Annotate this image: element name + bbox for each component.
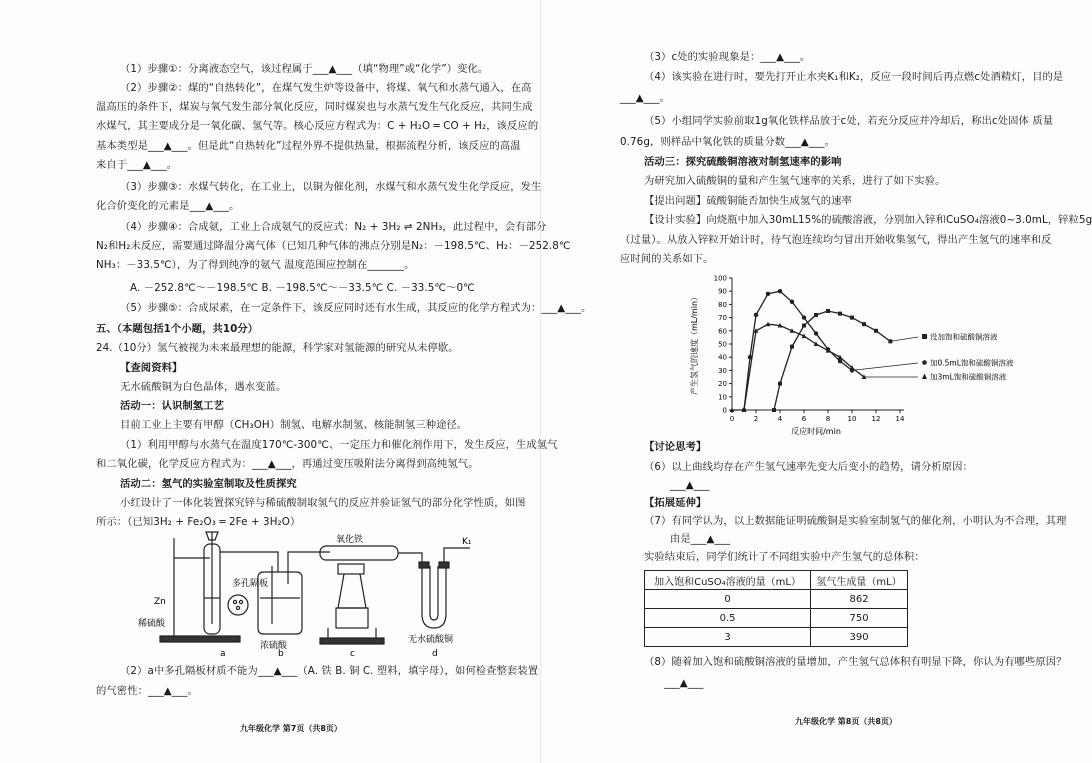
table-cell: 3	[645, 628, 811, 647]
legend-label: 加3mL饱和硫酸铜溶液	[930, 372, 1007, 382]
data-point-square	[802, 324, 806, 328]
text-line: 所示：（已知3H₂ + Fe₂O₃ ═ 2Fe + 3H₂O）	[96, 516, 301, 528]
label-iron-oxide: 氧化铁	[336, 535, 364, 545]
data-point-square	[862, 322, 866, 326]
table-cell: 750	[811, 609, 908, 628]
label-dilute-acid: 稀硫酸	[138, 619, 166, 629]
label-d: d	[432, 649, 438, 659]
stand-base	[160, 636, 240, 642]
label-anhydrous-cuso4: 无水硫酸铜	[408, 635, 454, 645]
subheading: 活动二：氢气的实验室制取及性质探究	[120, 478, 297, 490]
data-point-square	[838, 312, 842, 316]
text-line: N₂和H₂未反应，需要通过降温分离气体（已知几种气体的沸点分别是N₂：－198.5℃、H₂：－252.8℃	[96, 240, 571, 252]
y-tick-label: 30	[718, 366, 727, 375]
text-line: （4）该实验在进行时，要先打开止水夹K₁和K₂，反应一段时间后再点燃c处酒精灯，目的是	[644, 71, 1064, 83]
y-tick-label: 20	[718, 380, 727, 389]
text-line: NH₃：－33.5℃），为了得到纯净的氨气 温度范围应控制在_______。	[96, 259, 415, 271]
table-row	[645, 628, 908, 647]
legend-label: 加0.5mL饱和硫酸铜溶液	[930, 358, 1014, 368]
label-porous-plate: 多孔隔板	[232, 579, 269, 589]
legend-leader	[852, 363, 918, 370]
data-point-circle	[814, 331, 818, 335]
data-point-square	[874, 329, 878, 333]
y-tick-label: 90	[718, 287, 727, 296]
data-point-circle	[802, 315, 806, 319]
text-line: （1）步骤①：分离液态空气，该过程属于___▲___（填“物理”或“化学”）变化。	[120, 63, 489, 75]
alcohol-lamp	[338, 574, 366, 608]
series-line	[774, 311, 890, 410]
text-line: ___▲___	[664, 677, 704, 689]
text-line: 实验结束后，同学们统计了不同组实验中产生氢气的总体积：	[644, 551, 925, 563]
subheading: 【查阅资料】	[120, 362, 183, 374]
text-line: 目前工业上主要有甲醇（CH₃OH）制氢、电解水制氢、核能制氢三种途径。	[120, 419, 468, 431]
x-tick-label: 6	[801, 415, 807, 423]
data-point-circle	[838, 359, 842, 363]
table-cell: 390	[811, 628, 908, 647]
y-tick-label: 60	[718, 327, 727, 336]
label-b: b	[278, 649, 284, 659]
text-line: 化合价变化的元素是___▲___。	[96, 200, 240, 212]
text-line: （5）小组同学实验前取1g氧化铁样品放于c处，若充分反应并冷却后，称出c处固体 质量	[644, 115, 1054, 127]
page-footer: 九年级化学 第7页（共8页）	[240, 724, 342, 733]
x-tick-label: 4	[777, 415, 783, 423]
y-tick-label: 50	[718, 340, 727, 349]
label-a: a	[220, 649, 226, 659]
section-heading: 五、（本题包括1个小题，共10分）	[96, 323, 259, 335]
text-line: （3）步骤③：水煤气转化，在工业上，以铜为催化剂，水煤气和水蒸气发生化学反应，发生	[120, 181, 542, 193]
data-point-circle	[754, 313, 758, 317]
y-tick-label: 10	[718, 393, 727, 402]
text-line: （3）c处的实验现象是：___▲___。	[644, 51, 811, 63]
label-c: c	[350, 649, 355, 659]
table-header: 氢气生成量（mL）	[811, 571, 908, 590]
data-point-square	[826, 309, 830, 313]
x-tick-label: 12	[871, 415, 881, 423]
text-line: 水煤气，其主要成分是一氧化碳、氢气等。核心反应方程式为：C + H₂O ═ CO + H₂，该反应的	[96, 120, 539, 132]
x-tick-label: 14	[895, 415, 905, 423]
data-point-square	[778, 382, 782, 386]
text-line: （5）步骤⑤：合成尿素，在一定条件下，该反应同时还有水生成，其反应的化学方程式为：___▲___。	[120, 302, 592, 314]
legend-marker	[922, 374, 927, 380]
label-conc-acid: 浓硫酸	[260, 641, 288, 651]
label-zn: Zn	[154, 597, 166, 607]
table-header: 加入饱和CuSO₄溶液的量（mL）	[645, 571, 811, 590]
subheading: 活动一：认识制氢工艺	[120, 400, 224, 412]
data-point-square	[772, 408, 776, 412]
data-point-circle	[778, 289, 782, 293]
y-tick-label: 70	[718, 314, 727, 323]
legend-marker	[922, 334, 927, 339]
text-line: （8）随着加入饱和硫酸铜溶液的量增加，产生氢气总体积有明显下降，你认为有哪些原因？	[644, 656, 1067, 668]
text-line: （2）步骤②：煤的“自热转化”，在煤气发生炉等设备中，将煤、氧气和水蒸气通入，在高	[120, 82, 532, 94]
table-cell: 862	[811, 590, 908, 609]
subheading: 【讨论思考】	[644, 441, 707, 453]
apparatus-diagram	[138, 528, 490, 659]
combustion-tube-c	[320, 546, 398, 560]
text-line: 基本类型是___▲___。但是此“自热转化”过程外界不提供热量，根据流程分析，该反应的高温	[96, 140, 521, 152]
text-line: 由是___▲___	[670, 533, 731, 545]
x-tick-label: 2	[753, 415, 759, 423]
hydrogen-volume-table	[644, 570, 908, 647]
data-point-triangle	[814, 341, 819, 346]
legend-leader	[890, 337, 918, 341]
y-axis-label: 产生氢气的速度（mL/min）	[690, 292, 699, 396]
table-row	[645, 609, 908, 628]
text-line: ___▲___。	[620, 92, 670, 104]
y-tick-label: 80	[718, 300, 727, 309]
answer-options: A. －252.8℃～－198.5℃ B. －198.5℃～－33.5℃ C. －33.5℃～0℃	[130, 282, 475, 294]
table-cell: 0	[645, 590, 811, 609]
text-line: 和二氧化碳，化学反应方程式为：___▲___，再通过变压吸附法分离得到高纯氢气。	[96, 458, 479, 470]
y-tick-label: 100	[713, 274, 727, 283]
page-footer: 九年级化学 第8页（共8页）	[795, 717, 897, 726]
x-tick-label: 10	[847, 415, 857, 423]
x-tick-label: 0	[729, 415, 735, 423]
porous-plate-detail	[228, 595, 248, 615]
text-line: （2）a中多孔隔板材质不能为___▲___（A. 铁 B. 铜 C. 塑料，填字母），如何检查整套装置	[120, 665, 539, 677]
table-cell: 0.5	[645, 609, 811, 628]
text-line: 【设计实验】向烧瓶中加入30mL15%的硫酸溶液，分别加入锌和CuSO₄溶液0~3.0mL，锌粒5g	[644, 214, 1092, 226]
text-line: 温高压的条件下，煤炭与氧气发生部分氧化反应，同时煤炭也与水蒸气发生气化反应，共同生成	[96, 101, 533, 113]
subheading: 活动三：探究硫酸铜溶液对制氢速率的影响	[644, 156, 842, 168]
rate-chart	[685, 270, 1065, 438]
text-line: 应时间的关系如下。	[620, 253, 714, 265]
table-row	[645, 590, 908, 609]
data-point-square	[814, 313, 818, 317]
text-line: 无水硫酸铜为白色晶体，遇水变蓝。	[120, 381, 287, 393]
text-line: ___▲___	[670, 479, 710, 491]
data-point-square	[850, 316, 854, 320]
text-line: 【提出问题】硫酸铜能否加快生成氢气的速率	[644, 195, 852, 207]
subheading: 【拓展延伸】	[644, 497, 707, 509]
text-line: 来自于___▲___。	[96, 159, 178, 171]
legend-label: 没加饱和硫酸铜溶液	[930, 332, 998, 342]
x-axis-label: 反应时间/min	[791, 427, 841, 436]
text-line: （7）有同学认为，以上数据能证明硫酸铜是实验室制氢气的催化剂，小明认为不合理，其理	[644, 515, 1067, 527]
series-line	[744, 291, 852, 410]
u-tube-d	[422, 566, 446, 628]
data-point-circle	[790, 300, 794, 304]
y-tick-label: 0	[722, 406, 727, 415]
label-valve-k1: K₁	[462, 537, 472, 547]
data-point-square	[790, 345, 794, 349]
text-line: （4）步骤④：合成氨，工业上合成氨气的反应式：N₂ + 3H₂ ⇌ 2NH₃，此过程中，会有部分	[120, 221, 547, 233]
question-intro: 24.（10分）氢气被视为未来最理想的能源，科学家对氢能源的研究从未停歇。	[96, 342, 459, 354]
text-line: 的气密性：___▲___。	[96, 685, 198, 697]
x-tick-label: 8	[825, 415, 831, 423]
text-line: 小红设计了一体化装置探究锌与稀硫酸制取氢气的反应并验证氢气的部分化学性质，如图	[120, 497, 526, 509]
legend-marker	[922, 360, 927, 365]
text-line: （过量）。从放入锌粒开始计时，待气泡连续均匀冒出开始收集氢气，得出产生氢气的速率和反	[620, 234, 1052, 246]
text-line: 为研究加入硫酸铜的量和产生氢气速率的关系，进行了如下实验。	[644, 175, 946, 187]
text-line: 0.76g，则样品中氧化铁的质量分数___▲___。	[620, 136, 836, 148]
data-point-circle	[766, 292, 770, 296]
text-line: （6）以上曲线均存在产生氢气速率先变大后变小的趋势，请分析原因：	[644, 461, 973, 473]
text-line: （1）利用甲醇与水蒸气在温度170℃-300℃、一定压力和催化剂作用下，发生反应，生成氢气	[120, 439, 558, 451]
y-tick-label: 40	[718, 353, 727, 362]
